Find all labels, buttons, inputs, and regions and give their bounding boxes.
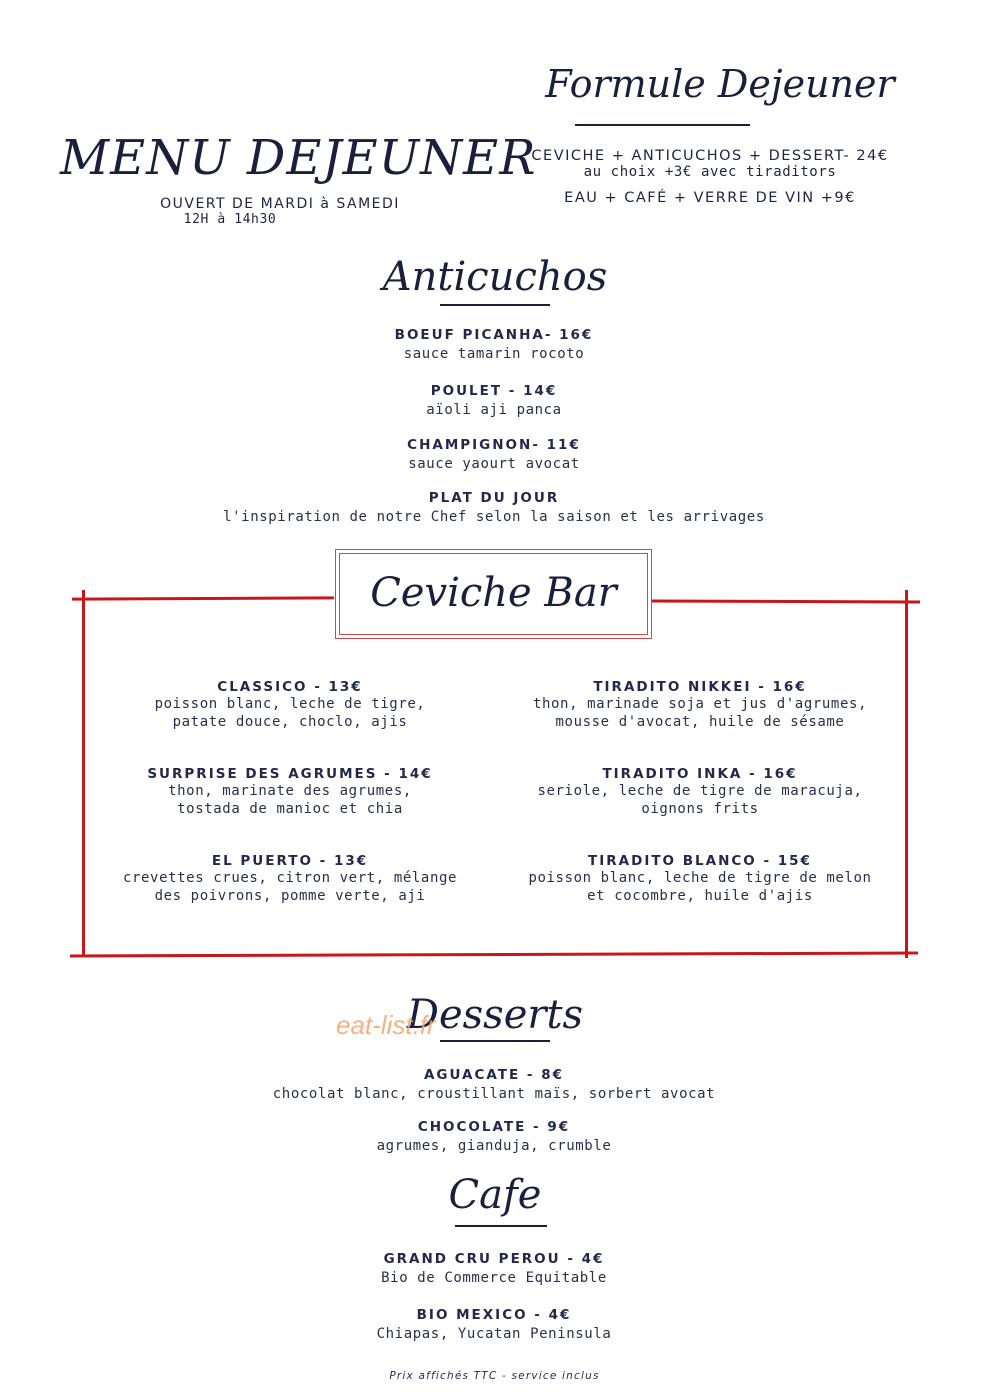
menu-item [144, 489, 844, 526]
item-description: thon, marinate des agrumes, [168, 783, 412, 799]
item-name: POULET - 14€ [430, 383, 558, 399]
watermark: eat-list.fr [336, 1010, 436, 1040]
item-name: EL PUERTO - 13€ [211, 853, 369, 869]
opening-days: OUVERT DE MARDI à SAMEDI [160, 196, 400, 212]
menu-item [80, 679, 500, 731]
item-description: patate douce, choclo, ajis [172, 714, 408, 730]
item-description: poisson blanc, leche de tigre de melon [528, 870, 872, 886]
item-name: BIO MEXICO - 4€ [416, 1307, 572, 1323]
footer-note: Prix affichés TTC - service inclus [389, 1370, 600, 1382]
anticuchos-underline [440, 304, 550, 306]
item-description: Bio de Commerce Equitable [381, 1270, 607, 1286]
item-description: l'inspiration de notre Chef selon la saison et les arrivages [223, 509, 765, 525]
item-description: poisson blanc, leche de tigre, [154, 696, 426, 712]
item-description: sauce tamarin rocoto [403, 346, 585, 362]
desserts-underline [440, 1040, 550, 1042]
item-name: TIRADITO INKA - 16€ [602, 766, 798, 782]
item-description: sauce yaourt avocat [408, 456, 580, 472]
item-description: des poivrons, pomme verte, aji [154, 888, 426, 904]
item-description: Chiapas, Yucatan Peninsula [376, 1326, 612, 1342]
item-description: agrumes, gianduja, crumble [376, 1138, 612, 1154]
item-description: mousse d'avocat, huile de sésame [555, 714, 845, 730]
item-name: PLAT DU JOUR [428, 490, 560, 506]
menu-item [194, 1066, 794, 1103]
menu-item [194, 1250, 794, 1287]
item-name: CHAMPIGNON- 11€ [407, 437, 581, 453]
menu-item [490, 679, 910, 731]
item-name: SURPRISE DES AGRUMES - 14€ [147, 766, 433, 782]
item-name: AGUACATE - 8€ [423, 1067, 565, 1083]
frame-top-left-line [72, 596, 334, 600]
item-name: TIRADITO BLANCO - 15€ [588, 853, 812, 869]
menu-item [80, 766, 500, 818]
item-description: chocolat blanc, croustillant maïs, sorbert avocat [272, 1086, 716, 1102]
item-description: seriole, leche de tigre de maracuja, [537, 783, 863, 799]
cafe-title: Cafe [448, 1172, 542, 1218]
menu-item [194, 326, 794, 363]
opening-hours [130, 196, 430, 227]
desserts-title: Desserts [406, 992, 584, 1038]
cafe-underline [455, 1225, 547, 1227]
item-description: thon, marinade soja et jus d'agrumes, [532, 696, 868, 712]
item-name: BOEUF PICANHA- 16€ [394, 327, 594, 343]
item-name: CHOCOLATE - 9€ [417, 1119, 571, 1135]
menu-item [490, 853, 910, 905]
menu-title: MENU DEJEUNER [60, 130, 537, 186]
formule-details [490, 148, 930, 206]
item-name: GRAND CRU PEROU - 4€ [383, 1251, 605, 1267]
ceviche-title: Ceviche Bar [370, 570, 617, 616]
item-description: crevettes crues, citron vert, mélange [122, 870, 458, 886]
item-name: TIRADITO NIKKEI - 16€ [593, 679, 807, 695]
item-description: tostada de manioc et chia [177, 801, 403, 817]
item-description: oignons frits [641, 801, 759, 817]
item-description: et cocombre, huile d'ajis [587, 888, 813, 904]
item-description: aïoli aji panca [426, 402, 562, 418]
formule-underline [575, 124, 750, 126]
menu-item [194, 436, 794, 473]
formule-line-1: CEVICHE + ANTICUCHOS + DESSERT- 24€ [531, 148, 889, 164]
frame-bottom-line [70, 952, 918, 958]
menu-item [194, 382, 794, 419]
menu-item [194, 1118, 794, 1155]
formule-title: Formule Dejeuner [545, 62, 895, 106]
menu-item [80, 853, 500, 905]
item-name: CLASSICO - 13€ [217, 679, 363, 695]
menu-item [194, 1306, 794, 1343]
frame-top-right-line [652, 600, 920, 604]
formule-line-3: EAU + CAFÉ + VERRE DE VIN +9€ [564, 190, 856, 206]
menu-item [490, 766, 910, 818]
anticuchos-title: Anticuchos [382, 254, 608, 300]
opening-time: 12H à 14h30 [183, 212, 277, 227]
formule-line-2: au choix +3€ avec tiraditors [583, 164, 837, 180]
